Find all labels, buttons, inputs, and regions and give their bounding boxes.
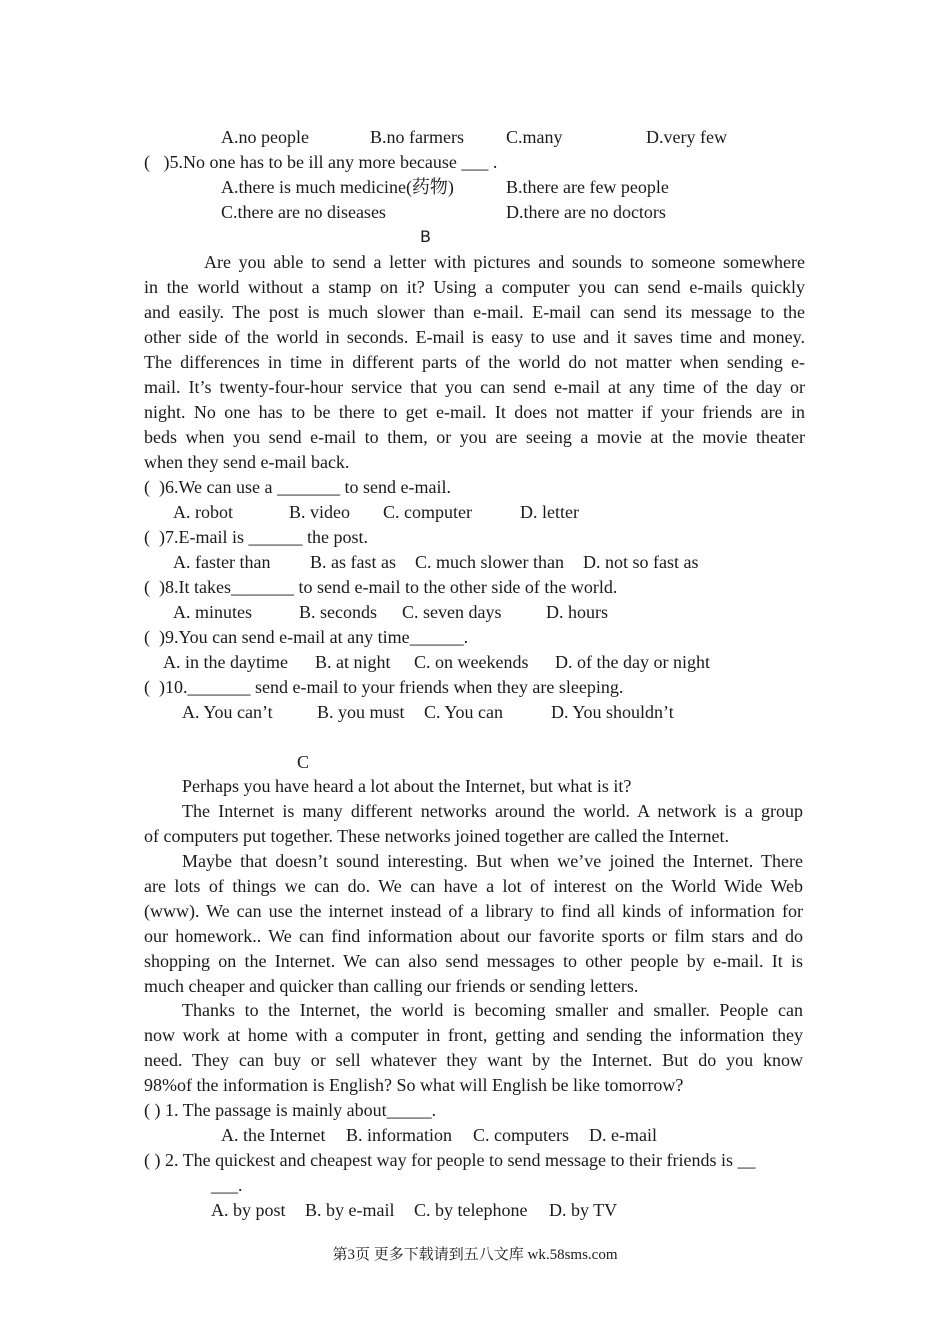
question-stem: ( )6.We can use a _______ to send e-mail. (144, 477, 451, 497)
question-stem: ( )9.You can send e-mail at any time______. (144, 627, 469, 647)
option-a: A. in the daytime (163, 652, 288, 672)
passage-line: of computers put together. These networks joined together are called the Internet. (144, 826, 729, 846)
option-b: B. as fast as (310, 552, 396, 572)
option-a: A. the Internet (221, 1125, 326, 1145)
passage-line: now work at home with a computer in front, getting and sending the information they (144, 1025, 803, 1045)
option-c: C. on weekends (414, 652, 529, 672)
passage-line: in the world without a stamp on it? Using a computer you can send e-mails quickly (144, 277, 805, 297)
passage-line: The differences in time in different parts of the world do not matter when sending e- (144, 352, 805, 372)
option-d: D. of the day or night (555, 652, 710, 672)
option-c: C. computers (473, 1125, 569, 1145)
option-a: A. You can’t (182, 702, 273, 722)
question-stem: ( )8.It takes_______ to send e-mail to the other side of the world. (144, 577, 618, 597)
question-stem: ( )7.E-mail is ______ the post. (144, 527, 368, 547)
option-d: D. e-mail (589, 1125, 657, 1145)
option-a: A.no people (221, 127, 309, 147)
passage-line: much cheaper and quicker than calling our friends or sending letters. (144, 976, 639, 996)
passage-line: when they send e-mail back. (144, 452, 350, 472)
option-c: C. much slower than (415, 552, 564, 572)
option-d: D. by TV (549, 1200, 618, 1220)
question-stem: ( ) 1. The passage is mainly about_____. (144, 1100, 437, 1120)
passage-line: mail. It’s twenty-four-hour service that you can send e-mail at any time of the day or (144, 377, 805, 397)
question-stem: ( ) 2. The quickest and cheapest way for people to send message to their friends is __ (144, 1150, 756, 1170)
passage-line: (www). We can use the internet instead of a library to find all kinds of information for (144, 901, 803, 921)
option-d: D. not so fast as (583, 552, 699, 572)
passage-line: shopping on the Internet. We can also send messages to other people by e-mail. It is (144, 951, 803, 971)
passage-line: beds when you send e-mail to them, or you are seeing a movie at the movie theater (144, 427, 805, 447)
option-d: D. You shouldn’t (551, 702, 674, 722)
section-heading: C (297, 752, 310, 772)
passage-line: Perhaps you have heard a lot about the Internet, but what is it? (182, 776, 632, 796)
option-a: A. faster than (173, 552, 271, 572)
option-a: A.there is much medicine(药物) (221, 177, 454, 197)
option-d: D.there are no doctors (506, 202, 666, 222)
question-stem: ( )10._______ send e-mail to your friends when they are sleeping. (144, 677, 624, 697)
question-stem: ( )5.No one has to be ill any more because ___ . (144, 152, 498, 172)
passage-line: are lots of things we can do. We can have a lot of interest on the World Wide Web (144, 876, 803, 896)
option-a: A. robot (173, 502, 233, 522)
passage-line: Thanks to the Internet, the world is becoming smaller and smaller. People can (182, 1000, 803, 1020)
option-c: C. You can (424, 702, 504, 722)
passage-line: and easily. The post is much slower than e-mail. E-mail can send its message to the (144, 302, 805, 322)
option-b: B. seconds (299, 602, 377, 622)
option-a: A. minutes (173, 602, 252, 622)
option-b: B.there are few people (506, 177, 669, 197)
option-b: B.no farmers (370, 127, 464, 147)
page-footer: 第3页 更多下载请到五八文库 wk.58sms.com (332, 1247, 618, 1263)
option-c: C.there are no diseases (221, 202, 386, 222)
option-c: C.many (506, 127, 563, 147)
passage-line: need. They can buy or sell whatever they want by the Internet. But do you know (144, 1050, 803, 1070)
passage-line: our homework.. We can find information about our favorite sports or film stars and do (144, 926, 803, 946)
option-d: D. letter (520, 502, 579, 522)
passage-line: night. No one has to be there to get e-mail. It does not matter if your friends are in (144, 402, 805, 422)
passage-line: The Internet is many different networks around the world. A network is a group (182, 801, 803, 821)
passage-line: Are you able to send a letter with pictures and sounds to someone somewhere (204, 252, 805, 272)
option-b: B. information (346, 1125, 452, 1145)
option-c: C. seven days (402, 602, 502, 622)
option-d: D.very few (646, 127, 727, 147)
option-b: B. by e-mail (305, 1200, 395, 1220)
option-a: A. by post (211, 1200, 286, 1220)
option-c: C. by telephone (414, 1200, 528, 1220)
option-d: D. hours (546, 602, 608, 622)
question-stem-continued: ___. (211, 1175, 243, 1195)
option-b: B. at night (315, 652, 391, 672)
section-heading: B (420, 227, 431, 246)
option-c: C. computer (383, 502, 472, 522)
passage-line: Maybe that doesn’t sound interesting. But when we’ve joined the Internet. There (182, 851, 803, 871)
option-b: B. you must (317, 702, 405, 722)
passage-line: 98%of the information is English? So what will English be like tomorrow? (144, 1075, 684, 1095)
option-b: B. video (289, 502, 350, 522)
passage-line: other side of the world in seconds. E-mail is easy to use and it saves time and money. (144, 327, 805, 347)
